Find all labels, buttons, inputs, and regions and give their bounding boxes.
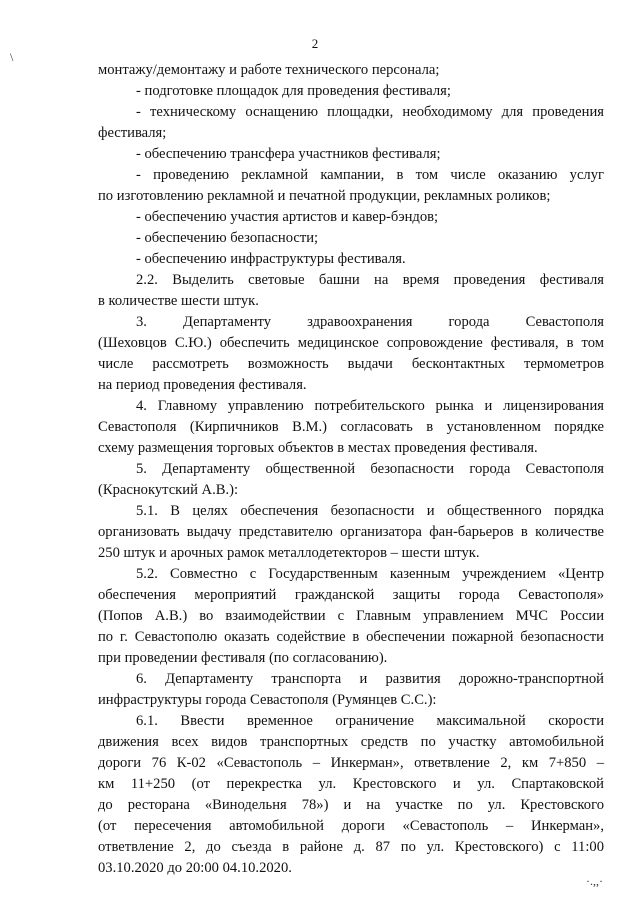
text-line: организовать выдачу представителю организатора фан-барьеров в количестве	[98, 524, 604, 540]
text-line: - обеспечению участия артистов и кавер-бэндов;	[136, 209, 439, 225]
text-line: 6. Департаменту транспорта и развития дорожно-транспортной	[136, 671, 604, 687]
text-line: км 11+250 (от перекрестка ул. Крестовского и ул. Спартаковской	[98, 776, 604, 792]
text-line: (Краснокутский А.В.):	[98, 482, 239, 498]
text-line: на период проведения фестиваля.	[98, 377, 307, 393]
text-line: 2.2. Выделить световые башни на время проведения фестиваля	[136, 272, 604, 288]
text-line: монтажу/демонтажу и работе технического персонала;	[98, 62, 440, 78]
text-line: - обеспечению безопасности;	[136, 230, 319, 246]
text-line: 6.1. Ввести временное ограничение максимальной скорости	[136, 713, 604, 729]
text-line: - обеспечению трансфера участников фестиваля;	[136, 146, 441, 162]
text-line: дороги 76 К-02 «Севастополь – Инкерман», ответвление 2, км 7+850 –	[98, 755, 604, 771]
text-line: 5.2. Совместно с Государственным казенным учреждением «Центр	[136, 566, 604, 582]
text-line: фестиваля;	[98, 125, 167, 141]
text-line: (от пересечения автомобильной дороги «Севастополь – Инкерман»,	[98, 818, 604, 834]
text-line: 3. Департаменту здравоохранения города Севастополя	[136, 314, 604, 330]
text-line: в количестве шести штук.	[98, 293, 259, 309]
scan-mark-top-left: \	[10, 50, 14, 64]
text-line: - проведению рекламной кампании, в том числе оказанию услуг	[136, 167, 604, 183]
text-line: Севастополя (Кирпичников В.М.) согласовать в установленном порядке	[98, 419, 604, 435]
text-line: (Шеховцов С.Ю.) обеспечить медицинское сопровождение фестиваля, в том	[98, 335, 604, 351]
scan-mark-bottom-right: ·.,,·	[586, 874, 603, 888]
text-line: ответвление 2, до съезда в районе д. 87 по ул. Крестовского) с 11:00	[98, 839, 604, 855]
page-number: 2	[311, 36, 319, 51]
text-line: движения всех видов транспортных средств по участку автомобильной	[98, 734, 604, 750]
text-line: инфраструктуры города Севастополя (Румянцев С.С.):	[98, 692, 437, 708]
text-line: 5. Департаменту общественной безопасности города Севастополя	[136, 461, 604, 477]
text-line: числе рассмотреть возможность выдачи бесконтактных термометров	[98, 356, 604, 372]
text-line: - техническому оснащению площадки, необходимому для проведения	[136, 104, 604, 120]
text-line: 4. Главному управлению потребительского рынка и лицензирования	[136, 398, 604, 414]
text-line: по изготовлению рекламной и печатной продукции, рекламных роликов;	[98, 188, 551, 204]
text-line: при проведении фестиваля (по согласованию).	[98, 650, 388, 666]
text-line: обеспечения мероприятий гражданской защиты города Севастополя»	[98, 587, 604, 603]
text-line: до ресторана «Винодельня 78») и на участке по ул. Крестовского	[98, 797, 604, 813]
text-line: - подготовке площадок для проведения фестиваля;	[136, 83, 451, 99]
text-line: - обеспечению инфраструктуры фестиваля.	[136, 251, 406, 267]
text-line: 03.10.2020 до 20:00 04.10.2020.	[98, 860, 292, 876]
text-line: по г. Севастополю оказать содействие в обеспечении пожарной безопасности	[98, 629, 604, 645]
text-line: 5.1. В целях обеспечения безопасности и общественного порядка	[136, 503, 604, 519]
text-line: (Попов А.В.) во взаимодействии с Главным управлением МЧС России	[98, 608, 604, 624]
text-line: 250 штук и арочных рамок металлодетекторов – шести штук.	[98, 545, 480, 561]
text-line: схему размещения торговых объектов в местах проведения фестиваля.	[98, 440, 538, 456]
